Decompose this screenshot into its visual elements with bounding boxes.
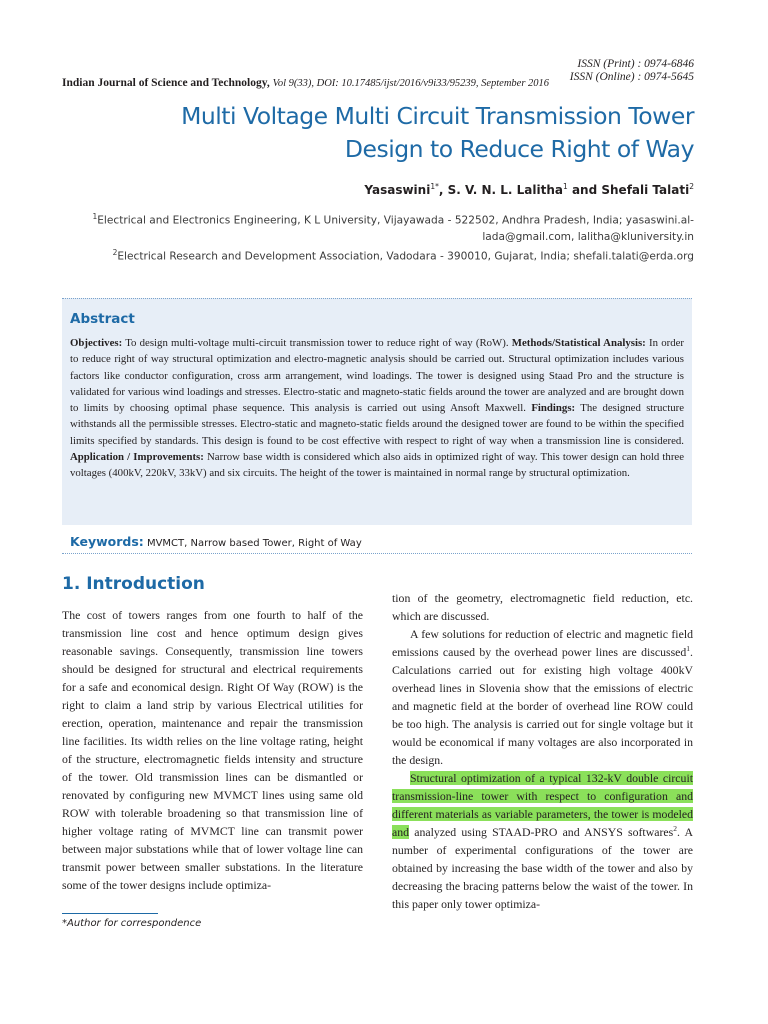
- keywords-label: Keywords:: [70, 534, 144, 549]
- author-name: Yasaswini: [364, 183, 431, 197]
- affiliation-text: Electrical and Electronics Engineering, K L University, Vijayawada - 522502, Andhra Pradesh, India; yasaswini.al-: [97, 214, 694, 227]
- affiliation-mark: 1: [92, 212, 98, 221]
- left-column: [62, 606, 363, 894]
- issn-block: [570, 58, 694, 84]
- footnote: *Author for correspondence: [62, 918, 202, 929]
- objectives-text: To design multi-voltage multi-circuit transmission tower to reduce right of way (RoW).: [122, 337, 512, 349]
- citation-details: Vol 9(33), DOI: 10.17485/ijst/2016/v9i33/95239, September 2016: [272, 78, 550, 89]
- affiliation-1-line-2: lada@gmail.com, lalitha@kluniversity.in: [482, 230, 694, 243]
- affiliation-1: [64, 209, 694, 245]
- abstract-text: [70, 335, 684, 482]
- author-name: Shefali Talati: [601, 183, 690, 197]
- abstract-heading: Abstract: [70, 311, 135, 327]
- author-list: [364, 182, 694, 197]
- footnote-divider: [62, 913, 158, 914]
- paragraph: [392, 625, 693, 769]
- paragraph-text: . Calculations carried out for existing high voltage 400kV overhead lines in Slovenia show that the emissions of electric and magnetic field at the border of overhead line ROW could be too high. The analysis is carried out for single voltage but it would be economical if many voltages are also incorporated in the design.: [392, 645, 693, 767]
- issn-print: ISSN (Print) : 0974-6846: [577, 58, 694, 70]
- highlighted-text: Structural optimization of a typical 132-kV double circuit transmission-line tower with respect to configuration and different materials as variable parameters, the tower is modeled and: [392, 771, 693, 839]
- paragraph: The cost of towers ranges from one fourth to half of the transmission line cost and hence optimum design gives reasonable savings. Consequently, transmission line towers should be designed for structural and electrical requirements for a safe and economical design. Right Of Way (ROW) is the right to claim a land strip by various Electrical utilities for erection, operation, maintenance and repair the transmission line facilities. Its width relies on the line voltage rating, height of the structure, electromagnetic fields intensity and structure of the tower. Old transmission lines can be dismantled or renovated by configuring new MVMCT lines using same old ROW with tolerable broadening so that transmission line of higher voltage rating of MVMCT line can transmit power between major substations while that of lower voltage line can transmit power between smaller substations. In the literature some of the tower designs include optimiza-: [62, 608, 363, 892]
- right-column: [392, 589, 693, 913]
- page-header: [62, 58, 694, 92]
- affiliation-2: [113, 245, 694, 265]
- affiliation-text: Electrical Research and Development Association, Vadodara - 390010, Gujarat, India; shefali.talati@erda.org: [117, 250, 694, 263]
- keywords-text: MVMCT, Narrow based Tower, Right of Way: [143, 538, 362, 549]
- methods-label: Methods/Statistical Analysis:: [511, 337, 646, 349]
- application-text: Narrow base width is considered which also aids in optimized right of way. This tower design can hold three voltages (400kV, 220kV, 33kV) and six circuits. The height of the tower is maintained in normal range by structural optimization.: [70, 451, 684, 480]
- journal-name: Indian Journal of Science and Technology,: [62, 77, 270, 89]
- citation-mark: 1: [686, 644, 691, 654]
- section-heading: 1. Introduction: [62, 574, 205, 594]
- issn-online: ISSN (Online) : 0974-5645: [569, 71, 694, 83]
- title-line-2: Design to Reduce Right of Way: [344, 135, 694, 163]
- paragraph: [392, 769, 693, 913]
- objectives-label: Objectives:: [70, 337, 123, 349]
- paragraph-text: . A number of experimental configurations of the tower are obtained by increasing the base width of the tower and also by decreasing the bracing patterns below the waist of the tower. In this paper only tower optimiza-: [392, 825, 693, 911]
- paragraph-text: analyzed using STAAD-PRO and ANSYS softwares: [409, 825, 674, 839]
- author-separator: ,: [438, 183, 448, 197]
- affiliation-1-line-1: [64, 209, 694, 229]
- paragraph: tion of the geometry, electromagnetic field reduction, etc. which are discussed.: [392, 591, 693, 623]
- keywords-line: [62, 534, 692, 554]
- methods-text: In order to reduce right of way structural optimization and electro-magnetic analysis should be carried out. Structural optimization includes various factors like conductor configuration, cross arm arrangement, wind loadings. The tower is designed using Staad Pro and the structure is validated for various wind loadings and stresses. Electro-static and magneto-static fields around the tower are analyzed and are brought down to limits by choosing optimal phase sequence. This analysis is carried out using Ansoft Maxwell.: [70, 337, 684, 415]
- title-line-1: Multi Voltage Multi Circuit Transmission Tower: [181, 102, 694, 130]
- paper-title: [94, 100, 694, 166]
- author-affiliation-mark: 1: [563, 182, 568, 191]
- citation-mark: 2: [673, 824, 677, 834]
- author-affiliation-mark: 1*: [430, 182, 439, 191]
- affiliation-mark: 2: [112, 248, 118, 257]
- author-name: S. V. N. L. Lalitha: [447, 183, 563, 197]
- journal-citation: [62, 77, 549, 89]
- findings-text: The designed structure withstands all the permissible stresses. Electro-static and magneto-static fields around the designed tower are found to be within the specified limits specified by standards. This design is found to be cost effective with respect to right of way when a transmission line is considered.: [70, 402, 685, 447]
- paragraph-text: A few solutions for reduction of electric and magnetic field emissions caused by the overhead power lines are discussed: [392, 627, 693, 659]
- application-label: Application / Improvements:: [70, 451, 204, 464]
- author-affiliation-mark: 2: [689, 182, 694, 191]
- abstract-box: [62, 298, 692, 525]
- author-separator: and: [567, 183, 602, 197]
- findings-label: Findings:: [531, 402, 576, 415]
